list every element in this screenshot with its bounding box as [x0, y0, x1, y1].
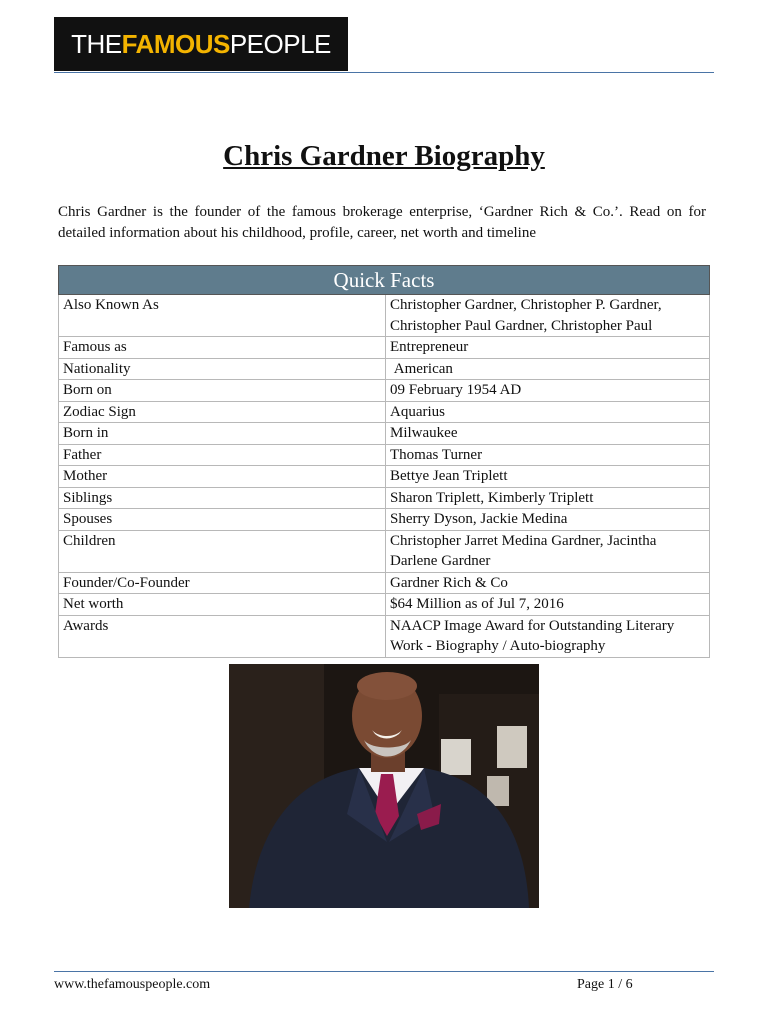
- fact-value: Gardner Rich & Co: [386, 572, 710, 594]
- fact-value: Entrepreneur: [386, 337, 710, 359]
- fact-value: Christopher Jarret Medina Gardner, Jacintha Darlene Gardner: [386, 530, 710, 572]
- profile-photo: [229, 664, 539, 908]
- table-row: [59, 380, 710, 402]
- logo-text-the: THE: [71, 28, 122, 59]
- fact-value: Milwaukee: [386, 423, 710, 445]
- table-row: [59, 337, 710, 359]
- table-row: [59, 487, 710, 509]
- fact-value: Aquarius: [386, 401, 710, 423]
- logo-text-famous: FAMOUS: [121, 28, 230, 59]
- fact-value: Thomas Turner: [386, 444, 710, 466]
- footer-divider: [54, 971, 714, 972]
- fact-label: Siblings: [59, 487, 386, 509]
- fact-value: Sherry Dyson, Jackie Medina: [386, 509, 710, 531]
- table-row: [59, 594, 710, 616]
- fact-label: Born on: [59, 380, 386, 402]
- table-row: [59, 572, 710, 594]
- fact-label: Born in: [59, 423, 386, 445]
- fact-value: Sharon Triplett, Kimberly Triplett: [386, 487, 710, 509]
- fact-label: Mother: [59, 466, 386, 488]
- intro-paragraph: Chris Gardner is the founder of the famous brokerage enterprise, ‘Gardner Rich & Co.’. Read on for detailed information about his childhood, profile, career, net worth and timeline: [58, 204, 706, 241]
- fact-label: Awards: [59, 615, 386, 657]
- table-row: [59, 444, 710, 466]
- table-row: [59, 295, 710, 337]
- quick-facts-table: [58, 265, 710, 658]
- fact-label: Children: [59, 530, 386, 572]
- footer-website-link[interactable]: www.thefamouspeople.com: [54, 977, 211, 992]
- page-title: Chris Gardner Biography: [223, 140, 545, 172]
- fact-label: Nationality: [59, 358, 386, 380]
- table-row: [59, 615, 710, 657]
- page-number: Page 1 / 6: [577, 977, 633, 992]
- header-divider: [54, 72, 714, 73]
- fact-label: Net worth: [59, 594, 386, 616]
- site-logo[interactable]: [54, 17, 348, 71]
- fact-label: Zodiac Sign: [59, 401, 386, 423]
- fact-label: Spouses: [59, 509, 386, 531]
- table-row: [59, 401, 710, 423]
- table-row: [59, 466, 710, 488]
- fact-value: American: [386, 358, 710, 380]
- fact-value: Christopher Gardner, Christopher P. Gardner, Christopher Paul Gardner, Christopher Paul: [386, 295, 710, 337]
- fact-label: Father: [59, 444, 386, 466]
- quick-facts-heading: Quick Facts: [59, 266, 710, 295]
- fact-label: Founder/Co-Founder: [59, 572, 386, 594]
- fact-label: Famous as: [59, 337, 386, 359]
- table-row: [59, 358, 710, 380]
- table-row: [59, 423, 710, 445]
- table-row: [59, 509, 710, 531]
- quick-facts-header-row: [59, 266, 710, 295]
- table-row: [59, 530, 710, 572]
- fact-value: $64 Million as of Jul 7, 2016: [386, 594, 710, 616]
- fact-value: 09 February 1954 AD: [386, 380, 710, 402]
- fact-value: NAACP Image Award for Outstanding Literary Work - Biography / Auto-biography: [386, 615, 710, 657]
- fact-value: Bettye Jean Triplett: [386, 466, 710, 488]
- logo-text-people: PEOPLE: [229, 28, 331, 59]
- fact-label: Also Known As: [59, 295, 386, 337]
